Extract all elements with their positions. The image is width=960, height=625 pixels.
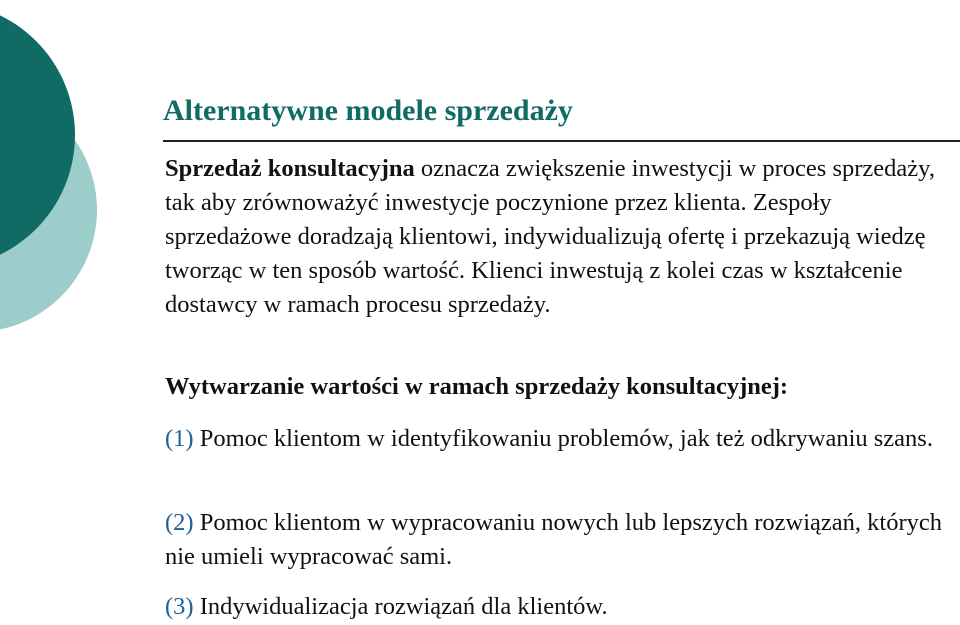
intro-bold-lead: Sprzedaż konsultacyjna [165, 155, 415, 182]
intro-text: oznacza zwiększenie inwestycji w proces sprzedaży, tak aby zrównoważyć inwestycje poczynione przez klienta. Zespoły sprzedażowe doradzają klientowi, indywidualizują ofertę i przekazują wiedzę tworząc w ten sposób wartość. Klienci inwestują z kolei czas w kształcenie dostawcy w ramach procesu sprzedaży. [165, 155, 935, 318]
decorative-circles [0, 0, 160, 400]
item-text: Pomoc klientom w wypracowaniu nowych lub lepszych rozwiązań, których nie umieli wypracować sami. [165, 509, 942, 570]
item-number: (3) [165, 593, 194, 620]
item-number: (2) [165, 509, 194, 536]
item-number: (1) [165, 425, 194, 452]
slide-title: Alternatywne modele sprzedaży [163, 94, 573, 127]
item-text: Indywidualizacja rozwiązań dla klientów. [193, 593, 608, 620]
list-item [165, 506, 945, 574]
item-text: Pomoc klientom w identyfikowaniu problemów, jak też odkrywaniu szans. [193, 425, 933, 452]
section-heading: Wytwarzanie wartości w ramach sprzedaży konsultacyjnej: [165, 373, 789, 400]
title-divider [163, 140, 960, 142]
list-item [165, 590, 945, 624]
intro-paragraph [165, 152, 945, 322]
list-item [165, 422, 945, 456]
